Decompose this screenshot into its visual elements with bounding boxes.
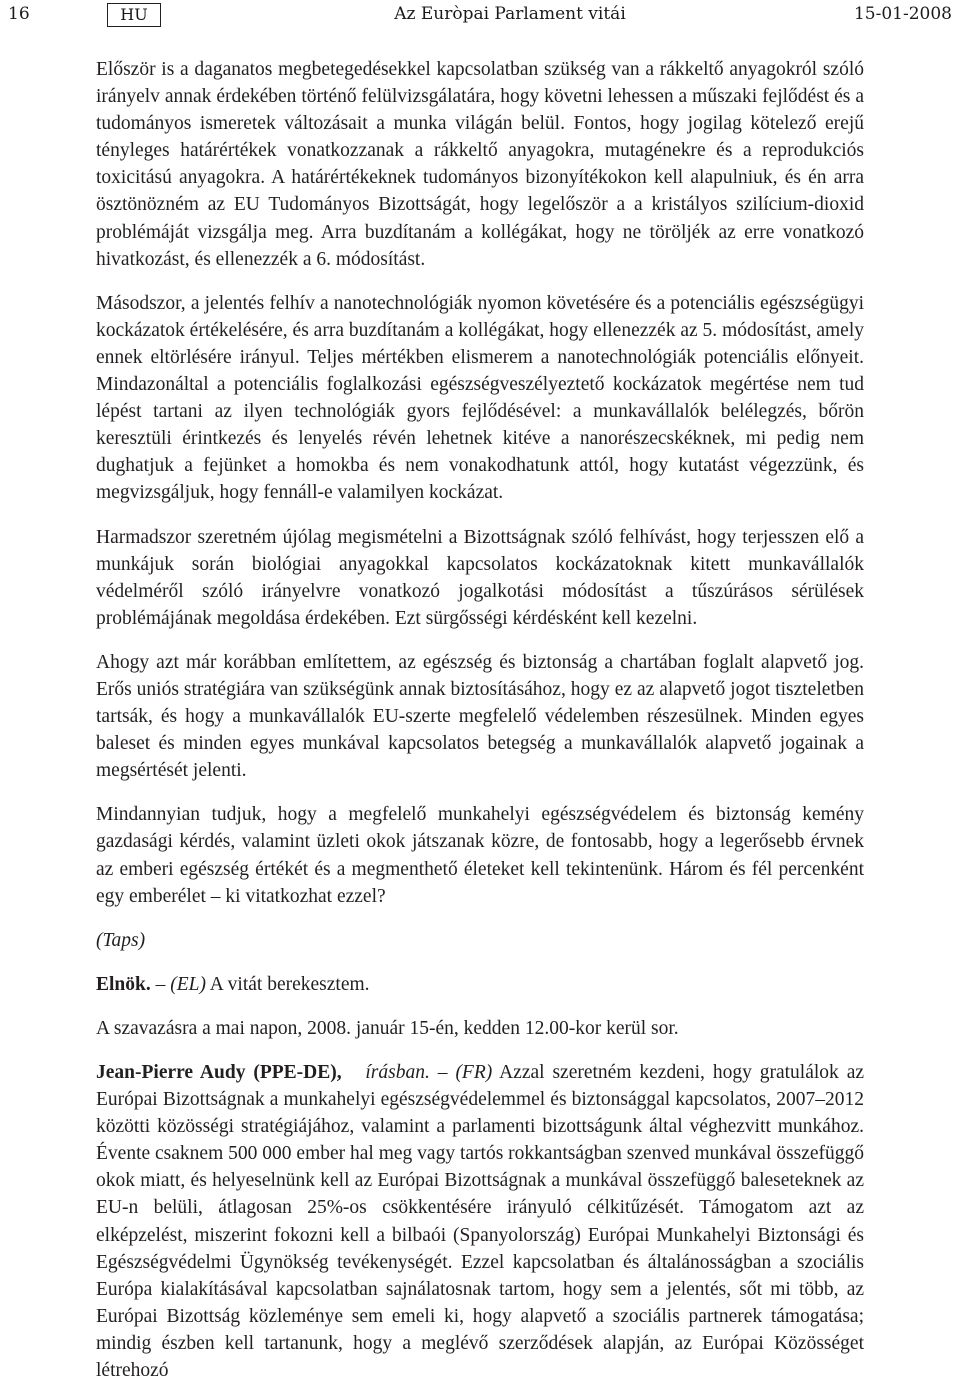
president-statement (96, 971, 864, 998)
paragraph-4: Ahogy azt már korábban említettem, az egészség és biztonság a chartában foglalt alapvető jog. Erős uniós stratégiára van szükségünk annak biztosításához, hogy ez az alapvető jogot tiszteletben tartsák, és hogy a munkavállalók EU-szerte megfelelő védelemben részesülnek. Minden egyes baleset és minden egyes munkával kapcsolatos betegség a munkavállalók alapvető jogainak a megsértését jelenti. (96, 651, 864, 782)
applause-note: (Taps) (96, 929, 146, 951)
dash: – (150, 973, 171, 995)
paragraph-2: Másodszor, a jelentés felhív a nanotechnológiák nyomon követésére és a potenciális egészségügyi kockázatok értékelésére, és arra buzdítanám a kollégákat, hogy ellenezzék az 5. módosítást, amely ennek eltörlésére irányul. Teljes mértékben elismerem a nanotechnológiák potenciális előnyeit. Mindazonáltal a potenciális foglalkozási egészségveszélyeztető kockázatok megértése nem tud lépést tartani az ilyen technológiák gyors fejlődésével: a munkavállalók belélegzés, bőrön keresztüli érintkezés és lenyelés révén lehetnek kitéve a nanorészecskéknek, mi pedig nem dughatjuk a fejünket a homokba és nem vonakodhatunk attól, hogy kutatást végezzünk, és megvizsgáljuk, hogy fennáll-e valamilyen kockázat. (96, 292, 864, 504)
statement-mode: írásban. (365, 1062, 430, 1083)
document-date: 15-01-2008 (853, 4, 952, 24)
document-body (96, 56, 864, 1384)
vote-notice: A szavazásra a mai napon, 2008. január 15-én, kedden 12.00-kor kerül sor. (96, 1017, 679, 1039)
language-code: HU (107, 3, 161, 27)
page-number: 16 (8, 4, 30, 24)
audy-statement (96, 1059, 864, 1384)
paragraph-5: Mindannyian tudjuk, hogy a megfelelő munkahelyi egészségvédelem és biztonság kemény gazdasági kérdés, valamint üzleti okok játszanak közre, de fontosabb, hogy a legerősebb érvnek az emberi egészség értékét és a megmenthető életeket kell tekintenünk. Három és fél percenként egy emberélet – ki vitatkozhat ezzel? (96, 804, 864, 907)
dash: – (429, 1062, 456, 1083)
paragraph-3: Harmadszor szeretném újólag megismételni a Bizottságnak szóló felhívást, hogy terjesszen elő a munkájuk során biológiai anyagokkal kapcsolatos kockázatoknak kitett munkavállalók védelméről szóló irányelvre vonatkozó jogalkotási módosítást a tűszúrásos sérülések problémájának megoldása érdekében. Ezt sürgősségi kérdésként kell kezelni. (96, 526, 864, 629)
paragraph-1: Először is a daganatos megbetegedésekkel kapcsolatban szükség van a rákkeltő anyagokról szóló irányelv annak érdekében történő felülvizsgálatára, hogy követni lehessen a műszaki fejlődést és a tudományos ismeretek változásait a munka világán belül. Fontos, hogy jogilag kötelező erejű tényleges határértékek vonatkozzanak a rákkeltő anyagokra, mutagénekre és a reprodukciós toxicitású anyagokra. A határértékeknek tudományos bizonyítékokon kell alapulniuk, és én arra ösztönözném az EU Tudományos Bizottságát, hogy legelőször a a kristályos szilícium-dioxid problémáját vizsgálja meg. Arra buzdítanám a kollégákat, hogy ne töröljék az erre vonatkozó hivatkozást, és ellenezzék a 6. módosítást. (96, 59, 864, 270)
statement-text: Azzal szeretném kezdeni, hogy gratulálok az Európai Bizottságnak a munkahelyi egészségvédelemmel és biztonsággal kapcsolatos, 2007–2012 közötti közösségi stratégiájához, valamint a parlamenti bizottságunk által véghezvitt munkához. Évente csaknem 500 000 ember hal meg vagy tartós rokkantságban szenved munkával összefüggő okok miatt, és helyeselnünk kell az Európai Bizottságnak a munkával összefüggő baleseteknek az EU-n belüli, átlagosan 25%-os csökkentésére irányuló célkitűzését. Támogatom azt az elképzelést, miszerint fokozni kell a bilbaói (Spanyolország) Európai Munkahelyi Biztonsági és Egészségvédelmi Ügynökség tevékenységét. Ezzel kapcsolatban és általánosságban a szociális Európa kialakításával kapcsolatban sajnálatosnak tartom, hogy sem a jelentés, sőt mi több, az Európai Bizottság közleménye sem emeli ki, hogy alapvető a szociális partnerek támogatása; mindig észben kell tartanunk, hogy a meglévő szerződések alapján, az Európai Közösséget létrehozó (96, 1062, 865, 1382)
document-title: Az Euròpai Parlament vitái (394, 4, 626, 24)
speaker-name: Elnök. (96, 973, 151, 995)
page-header (0, 0, 960, 30)
statement-text: A vitát berekesztem. (206, 973, 370, 995)
speaker-name: Jean-Pierre Audy (PPE-DE), (96, 1062, 342, 1083)
language-tag: (FR) (455, 1062, 493, 1083)
language-tag: (EL) (170, 973, 206, 995)
